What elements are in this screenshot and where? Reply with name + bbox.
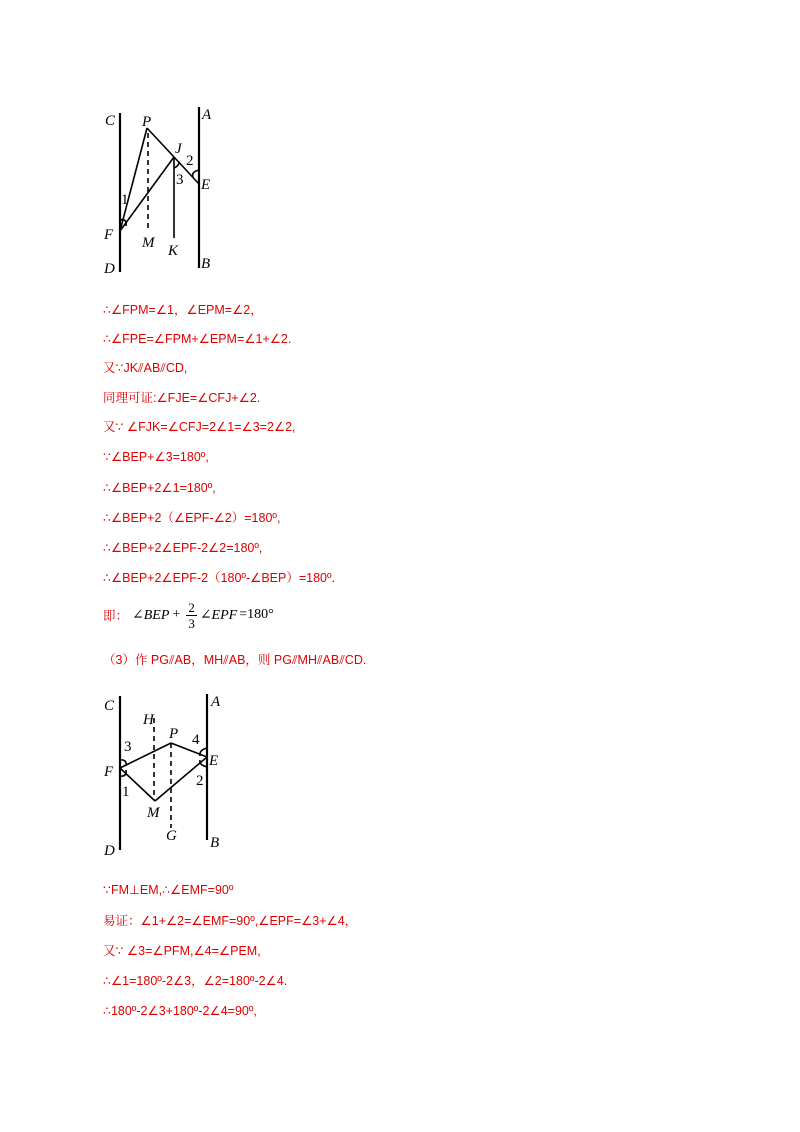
label-h-2: H (143, 712, 154, 728)
proof-line-9: ∴∠BEP+2∠EPF-2∠2=180º, (103, 541, 263, 555)
proof-line-1: ∴∠FPM=∠1，∠EPM=∠2， (103, 303, 263, 317)
conclusion-equation (103, 595, 274, 635)
label-1-2: 1 (122, 784, 130, 800)
proof-line-7: ∴∠BEP+2∠1=180º, (103, 481, 216, 495)
segment-pj (147, 128, 174, 157)
equation-rhs: =180° (239, 607, 274, 622)
plus-sign: + (172, 607, 181, 622)
segment-fp (120, 128, 147, 231)
proof2-line-4: ∴∠1=180º-2∠3，∠2=180º-2∠4. (103, 974, 288, 988)
label-b: B (201, 256, 211, 272)
label-3: 3 (176, 172, 184, 188)
label-2-2: 2 (196, 773, 204, 789)
label-p-2: P (169, 726, 179, 742)
proof2-line-3: 又∵ ∠3=∠PFM,∠4=∠PEM, (103, 944, 261, 958)
proof-line-3: 又∵JK⫽AB⫽CD, (103, 361, 188, 375)
label-2: 2 (186, 153, 194, 169)
label-d-2: D (104, 843, 115, 859)
label-j: J (175, 141, 182, 157)
label-m-2: M (147, 805, 160, 821)
angle-bep: ∠BEP (132, 607, 170, 623)
label-m: M (142, 235, 155, 251)
label-e: E (201, 177, 211, 193)
label-f: F (104, 227, 114, 243)
proof-line-4: 同理可证:∠FJE=∠CFJ+∠2. (103, 391, 261, 405)
label-e-2: E (209, 753, 219, 769)
label-b-2: B (210, 835, 220, 851)
label-a-2: A (211, 694, 221, 710)
fraction-numerator: 2 (188, 599, 195, 615)
proof-line-10: ∴∠BEP+2∠EPF-2（180º-∠BEP）=180º. (103, 571, 336, 585)
figure-1-diagram (0, 0, 800, 280)
proof-line-8: ∴∠BEP+2（∠EPF-∠2）=180º, (103, 511, 281, 525)
conclusion-prefix: 即： (103, 609, 129, 623)
angle-epf: ∠EPF (199, 607, 238, 623)
proof-line-2: ∴∠FPE=∠FPM+∠EPM=∠1+∠2. (103, 332, 292, 346)
equation-expression (132, 600, 274, 631)
label-k: K (168, 243, 179, 259)
label-3-2: 3 (124, 739, 132, 755)
proof2-line-1: ∵FM⊥EM,∴∠EMF=90º (103, 883, 234, 897)
label-g-2: G (166, 828, 177, 844)
proof2-line-2: 易证：∠1+∠2=∠EMF=90º,∠EPF=∠3+∠4， (103, 914, 358, 928)
figure-2-diagram (0, 680, 800, 860)
fraction-denominator: 3 (188, 615, 195, 631)
label-c-2: C (104, 698, 115, 714)
label-p: P (142, 114, 152, 130)
label-f-2: F (104, 764, 114, 780)
proof2-line-5: ∴180º-2∠3+180º-2∠4=90º, (103, 1004, 257, 1018)
proof-line-6: ∵∠BEP+∠3=180º, (103, 450, 209, 464)
label-1: 1 (121, 192, 129, 208)
proof-line-5: 又∵ ∠FJK=∠CFJ=2∠1=∠3=2∠2, (103, 420, 296, 434)
part-3-heading: （3）作 PG⫽AB，MH⫽AB，则 PG⫽MH⫽AB⫽CD. (103, 653, 367, 667)
label-4-2: 4 (192, 732, 200, 748)
label-c: C (105, 113, 116, 129)
fraction-two-thirds (186, 600, 197, 631)
label-d: D (104, 261, 115, 277)
label-a: A (202, 107, 212, 123)
